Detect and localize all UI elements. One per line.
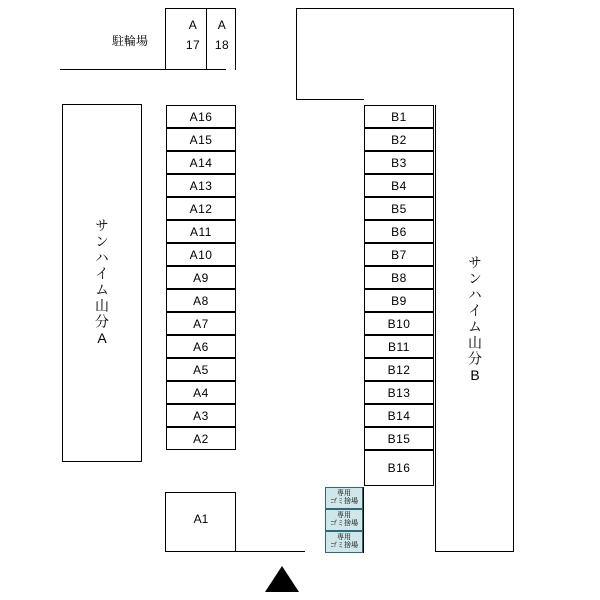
parking-slot-a3[interactable]: A3 xyxy=(166,404,236,427)
parking-slot-b10[interactable]: B10 xyxy=(364,312,434,335)
building-b-upper-bottom-line xyxy=(296,99,364,100)
building-b-bottom-line xyxy=(435,551,514,552)
parking-slot-a18-letter[interactable]: A xyxy=(217,18,227,32)
a1-bottom-line xyxy=(165,551,305,552)
parking-slot-b14[interactable]: B14 xyxy=(364,404,434,427)
parking-slot-a10[interactable]: A10 xyxy=(166,243,236,266)
building-b-left-lower-line xyxy=(435,105,436,552)
trash-area-2 xyxy=(325,509,363,531)
parking-slot-a8[interactable]: A8 xyxy=(166,289,236,312)
parking-slot-b16[interactable]: B16 xyxy=(364,450,434,486)
a1-top-line xyxy=(165,492,236,493)
trash-area-3 xyxy=(325,531,363,553)
bicycle-parking-label: 駐輪場 xyxy=(111,33,148,48)
parking-slot-b12[interactable]: B12 xyxy=(364,358,434,381)
parking-slot-b4[interactable]: B4 xyxy=(364,174,434,197)
trash-area-3-line1: 専用 xyxy=(337,533,351,541)
parking-slot-b11[interactable]: B11 xyxy=(364,335,434,358)
parking-slot-a18-number[interactable]: 18 xyxy=(214,38,230,52)
parking-slot-b7[interactable]: B7 xyxy=(364,243,434,266)
parking-slot-a5[interactable]: A5 xyxy=(166,358,236,381)
parking-slot-a15[interactable]: A15 xyxy=(166,128,236,151)
parking-slot-a4[interactable]: A4 xyxy=(166,381,236,404)
trash-area-2-line2: ゴミ捨場 xyxy=(330,520,358,527)
parking-slot-a1[interactable]: A1 xyxy=(193,512,209,526)
a17-a18-top-line xyxy=(180,8,236,9)
parking-slot-a14[interactable]: A14 xyxy=(166,151,236,174)
trash-area-1 xyxy=(325,487,363,509)
parking-slot-a12[interactable]: A12 xyxy=(166,197,236,220)
parking-slot-a13[interactable]: A13 xyxy=(166,174,236,197)
parking-slot-b1[interactable]: B1 xyxy=(364,105,434,128)
parking-slot-a17-number[interactable]: 17 xyxy=(185,38,201,52)
bicycle-parking-bottom-line xyxy=(60,69,226,70)
parking-slot-a17-letter[interactable]: A xyxy=(188,18,198,32)
parking-slot-a9[interactable]: A9 xyxy=(166,266,236,289)
parking-slot-b5[interactable]: B5 xyxy=(364,197,434,220)
parking-slot-a11[interactable]: A11 xyxy=(166,220,236,243)
a17-a18-divider xyxy=(206,8,207,70)
parking-slot-b2[interactable]: B2 xyxy=(364,128,434,151)
trash-area-connector-line xyxy=(363,487,364,553)
a18-right-line xyxy=(235,8,236,70)
parking-slot-a7[interactable]: A7 xyxy=(166,312,236,335)
parking-slot-b15[interactable]: B15 xyxy=(364,427,434,450)
building-b-left-upper-line xyxy=(296,8,297,100)
trash-area-1-line2: ゴミ捨場 xyxy=(330,498,358,505)
parking-slot-a6[interactable]: A6 xyxy=(166,335,236,358)
parking-slot-b13[interactable]: B13 xyxy=(364,381,434,404)
parking-slot-b6[interactable]: B6 xyxy=(364,220,434,243)
building-b-label: サンハイム山分B xyxy=(467,255,483,385)
parking-slot-b3[interactable]: B3 xyxy=(364,151,434,174)
parking-slot-b8[interactable]: B8 xyxy=(364,266,434,289)
parking-slot-b9[interactable]: B9 xyxy=(364,289,434,312)
trash-area-2-line1: 専用 xyxy=(337,511,351,519)
building-b-top-line xyxy=(296,8,514,9)
building-b-right-line xyxy=(513,8,514,552)
trash-area-3-line2: ゴミ捨場 xyxy=(330,542,358,549)
north-marker-icon xyxy=(265,566,299,592)
building-a-label: サンハイム山分A xyxy=(94,218,110,348)
building-a xyxy=(62,104,142,462)
trash-area-1-line1: 専用 xyxy=(337,489,351,497)
parking-slot-a16[interactable]: A16 xyxy=(166,105,236,128)
parking-slot-a2[interactable]: A2 xyxy=(166,427,236,450)
